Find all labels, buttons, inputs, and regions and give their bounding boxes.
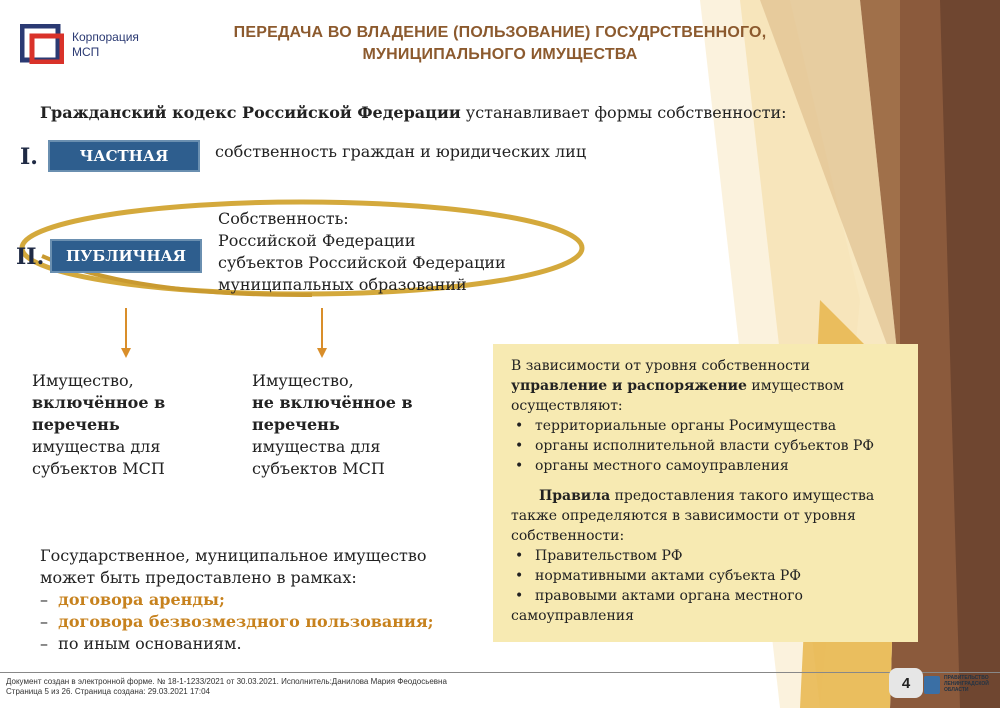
management-bodies-list — [511, 416, 906, 476]
list-item: • территориальные органы Росимущества — [511, 416, 906, 436]
logo-line2: МСП — [72, 45, 100, 59]
not-included-l3: перечень — [252, 415, 340, 434]
list-item: • правовыми актами органа местного — [511, 586, 906, 606]
arrow-down-icon — [314, 308, 330, 358]
not-included-l5: субъектов МСП — [252, 459, 385, 478]
title-line1: ПЕРЕДАЧА ВО ВЛАДЕНИЕ (ПОЛЬЗОВАНИЕ) ГОСУДРСТВЕННОГО, — [233, 24, 767, 41]
not-included-l2: не включённое в — [252, 393, 413, 412]
info-p2-bold: Правила — [539, 488, 611, 504]
coat-of-arms-icon — [924, 676, 940, 694]
info-p2-rest: предоставления такого имущества — [610, 488, 875, 504]
numeral-private: I. — [20, 144, 38, 170]
numeral-public: II. — [16, 244, 45, 270]
rules-sources-list — [511, 546, 906, 606]
logo-line1: Корпорация — [72, 30, 139, 44]
included-property-block — [32, 370, 165, 480]
public-line1: Собственность: — [218, 209, 349, 228]
free-use-agreement: договора безвозмездного пользования; — [58, 612, 434, 631]
footer-divider — [0, 672, 1000, 673]
list-item: • нормативными актами субъекта РФ — [511, 566, 906, 586]
badge-public: ПУБЛИЧНАЯ — [50, 239, 202, 273]
page-number: 4 — [889, 668, 923, 698]
footer-line2: Страница 5 из 26. Страница создана: 29.03.2021 17:04 — [6, 687, 210, 696]
info-p1-l3: осуществляют: — [511, 398, 623, 414]
public-line4: муниципальных образований — [218, 275, 467, 294]
footer-line1: Документ создан в электронной форме. № 18-1-1233/2021 от 30.03.2021. Исполнитель:Данилова Мария Феодосьевна — [6, 677, 447, 686]
public-description — [218, 208, 506, 296]
intro-text — [40, 103, 787, 122]
included-l5: субъектов МСП — [32, 459, 165, 478]
provision-forms-block — [40, 545, 434, 655]
public-line3: субъектов Российской Федерации — [218, 253, 506, 272]
management-info-box — [493, 344, 918, 642]
info-p2-l2: также определяются в зависимости от уровня — [511, 508, 856, 524]
list-item: – по иным основаниям. — [40, 634, 242, 653]
included-l2: включённое в — [32, 393, 166, 412]
list-item: • органы исполнительной власти субъектов РФ — [511, 436, 906, 456]
included-l1: Имущество, — [32, 371, 134, 390]
provision-l2: может быть предоставлено в рамках: — [40, 568, 357, 587]
lease-agreement: договора аренды; — [58, 590, 225, 609]
not-included-l4: имущества для — [252, 437, 381, 456]
not-included-property-block — [252, 370, 413, 480]
list-item: • органы местного самоуправления — [511, 456, 906, 476]
list-item: – договора безвозмездного пользования; — [40, 612, 434, 631]
not-included-l1: Имущество, — [252, 371, 354, 390]
private-description: собственность граждан и юридических лиц — [215, 142, 587, 161]
other-grounds: по иным основаниям. — [58, 634, 242, 653]
document-footer — [6, 677, 447, 697]
included-l4: имущества для — [32, 437, 161, 456]
arrow-down-icon — [118, 308, 134, 358]
list-item: – договора аренды; — [40, 590, 225, 609]
info-p2-l3: собственности: — [511, 528, 625, 544]
civil-code-name: Гражданский кодекс Российской Федерации — [40, 103, 461, 122]
public-line2: Российской Федерации — [218, 231, 416, 250]
info-p1-bold: управление и распоряжение — [511, 378, 747, 394]
info-p1-rest: имуществом — [746, 378, 844, 394]
title-line2: МУНИЦИПАЛЬНОГО ИМУЩЕСТВА — [362, 46, 638, 63]
badge-private: ЧАСТНАЯ — [48, 140, 200, 172]
info-p2-tail: самоуправления — [511, 608, 634, 624]
leningrad-government-logo: ПРАВИТЕЛЬСТВО ЛЕНИНГРАДСКОЙ ОБЛАСТИ — [924, 674, 996, 696]
provision-l1: Государственное, муниципальное имущество — [40, 546, 427, 565]
page-title — [170, 22, 830, 66]
list-item: • Правительством РФ — [511, 546, 906, 566]
msp-logo-icon — [20, 24, 64, 64]
intro-rest: устанавливает формы собственности: — [460, 103, 787, 122]
corporation-msp-logo — [20, 22, 160, 68]
included-l3: перечень — [32, 415, 120, 434]
info-p1-l1: В зависимости от уровня собственности — [511, 358, 810, 374]
